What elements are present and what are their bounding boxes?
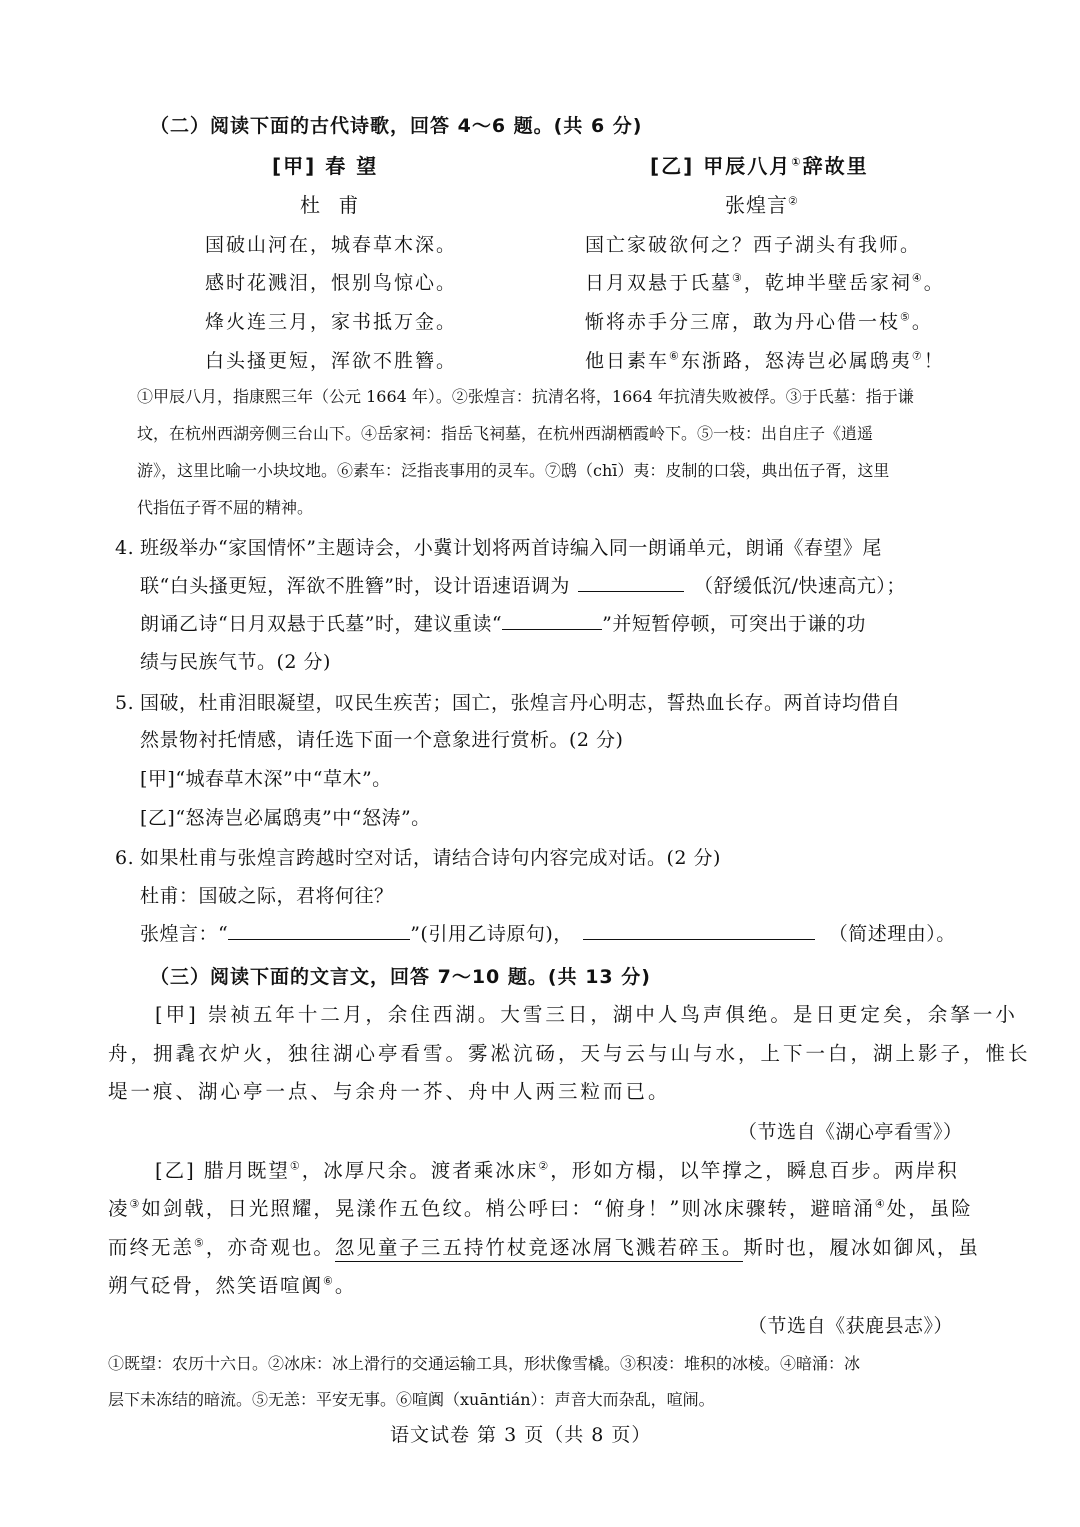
passage-b-line: 朔气砭骨，然笑语喧阗⑥。 [108,1274,357,1297]
passage-b-source: （节选自《获鹿县志》） [748,1315,954,1337]
poem-b-line: 他日素车⑥东浙路，怒涛岂必属鸱夷⑦！ [585,349,945,372]
underlined-sentence: 忽见童子三五持竹杖竞逐冰屑飞溅若碎玉。 [335,1236,744,1262]
question-4-line: 绩与民族气节。(2 分) [140,651,331,673]
question-6-line: 如果杜甫与张煌言跨越时空对话，请结合诗句内容完成对话。(2 分) [140,847,721,869]
answer-blank-6a[interactable] [228,921,410,940]
poem-note-line: 坟，在杭州西湖旁侧三台山下。④岳家祠：指岳飞祠墓，在杭州西湖栖霞岭下。⑤一枝：出自庄子《逍遥 [137,424,874,443]
answer-blank-6b[interactable] [583,921,815,940]
section-3-title: （三）阅读下面的文言文，回答 7～10 题。(共 13 分) [150,966,651,988]
passage-note-line: 层下未冻结的暗流。⑤无恙：平安无事。⑥喧阗（xuāntián）：声音大而杂乱，喧闹。 [108,1390,715,1409]
question-4-number: 4. [115,537,135,559]
poem-b-line: 惭将赤手分三席，敢为丹心借一枝⑤。 [585,310,933,333]
answer-blank-4a[interactable] [578,573,684,592]
passage-b-line: 而终无恙⑤，亦奇观也。忽见童子三五持竹杖竞逐冰屑飞溅若碎玉。斯时也，履冰如御风，虽 [108,1232,980,1260]
question-4-line: 联“白头搔更短，浑欲不胜簪”时，设计语速语调为 （舒缓低沉/快速高亢）； [140,575,906,597]
poem-a-line: 烽火连三月，家书抵万金。 [205,311,458,333]
page-footer: 语文试卷 第 3 页（共 8 页） [390,1424,652,1446]
question-5-option-a: [甲]“城春草木深”中“草木”。 [140,768,392,790]
poem-a-line: 国破山河在，城春草木深。 [205,234,458,256]
poem-note-line: 游》，这里比喻一小块坟地。⑥素车：泛指丧事用的灵车。⑦鸱（chī）夷：皮制的口袋，典出伍子胥，这里 [137,461,890,480]
passage-a-line: 堤一痕、湖心亭一点、与余舟一芥、舟中人两三粒而已。 [108,1080,671,1103]
question-5-line: 然景物衬托情感，请任选下面一个意象进行赏析。(2 分) [140,729,624,751]
poem-a-line: 感时花溅泪，恨别鸟惊心。 [205,272,458,294]
passage-a-line: 舟，拥毳衣炉火，独往湖心亭看雪。雾凇沆砀，天与云与山与水，上下一白，湖上影子，惟长 [108,1042,1031,1065]
question-6-line: 张煌言：“ ”(引用乙诗原句)， （简述理由）。 [140,923,956,945]
poem-b-title: [乙] 甲辰八月①辞故里 [650,154,869,178]
passage-b-line: [乙] 腊月既望①，冰厚尺余。渡者乘冰床②，形如方榻，以竿撑之，瞬息百步。两岸积 [155,1159,959,1182]
poem-a-line: 白头搔更短，浑欲不胜簪。 [205,350,458,372]
passage-b-line: 凌③如剑戟，日光照耀，晃漾作五色纹。梢公呼曰：“俯身！”则冰床骤转，避暗涌④处，虽险 [108,1197,973,1220]
poem-a-author: 杜 甫 [300,193,365,217]
poem-b-author: 张煌言② [725,193,799,217]
poem-b-line: 日月双悬于氏墓③，乾坤半壁岳家祠④。 [585,271,945,294]
question-5-number: 5. [115,692,135,714]
answer-blank-4b[interactable] [502,611,602,630]
poem-b-line: 国亡家破欲何之？西子湖头有我师。 [585,234,922,256]
poem-a-title: [甲] 春 望 [272,154,379,178]
question-6-number: 6. [115,847,135,869]
poem-note-line: ①甲辰八月，指康熙三年（公元 1664 年）。②张煌言：抗清名将，1664 年抗清失败被俘。③于氏墓：指于谦 [137,387,914,406]
question-6-line: 杜甫：国破之际，君将何往？ [140,885,394,907]
section-2-title: （二）阅读下面的古代诗歌，回答 4～6 题。(共 6 分) [150,115,643,137]
question-4-line: 班级举办“家国情怀”主题诗会，小冀计划将两首诗编入同一朗诵单元，朗诵《春望》尾 [140,537,882,559]
passage-note-line: ①既望：农历十六日。②冰床：冰上滑行的交通运输工具，形状像雪橇。③积凌：堆积的冰棱。④暗涌：冰 [108,1354,861,1373]
passage-a-source: （节选自《湖心亭看雪》） [738,1121,963,1143]
question-4-line: 朗诵乙诗“日月双悬于氏墓”时，建议重读“ ”并短暂停顿，可突出于谦的功 [140,613,866,635]
poem-note-line: 代指伍子胥不屈的精神。 [137,498,314,517]
question-5-line: 国破，杜甫泪眼凝望，叹民生疾苦；国亡，张煌言丹心明志，誓热血长存。两首诗均借自 [140,692,901,714]
passage-a-line: [甲] 崇祯五年十二月，余住西湖。大雪三日，湖中人鸟声俱绝。是日更定矣，余拏一小 [155,1003,1018,1026]
question-5-option-b: [乙]“怒涛岂必属鸱夷”中“怒涛”。 [140,807,431,829]
